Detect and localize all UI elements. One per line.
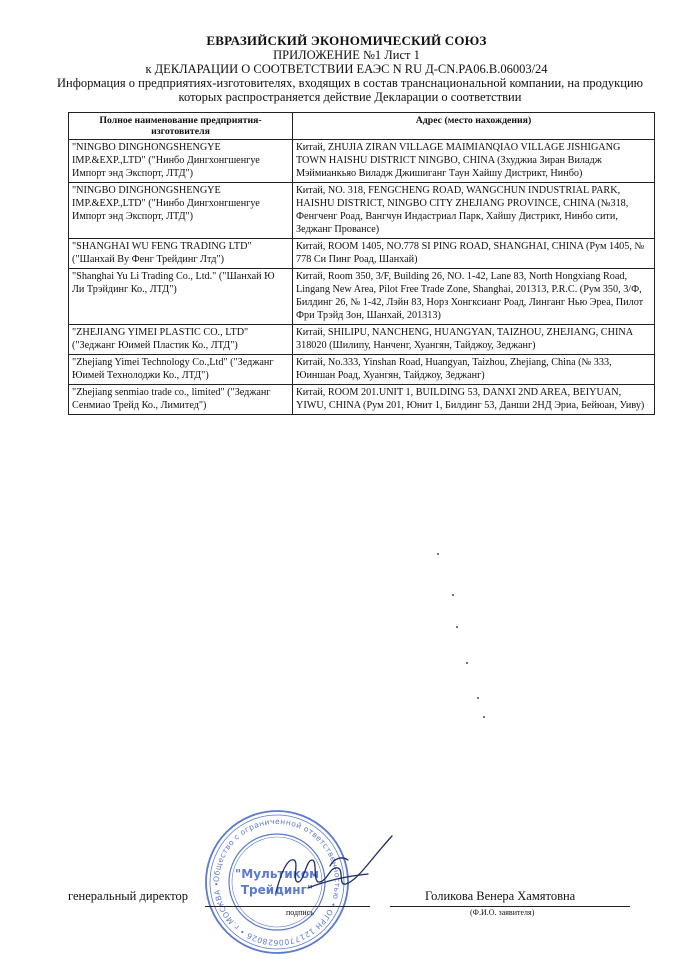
table-row (69, 325, 655, 355)
manufacturer-name: "Zhejiang senmiao trade co., limited" ("Зеджанг Сенмиао Трейд Ко., Лимитед") (69, 385, 293, 415)
signatory-position: генеральный директор (68, 889, 189, 903)
manufacturer-address: Китай, ROOM 1405, NO.778 SI PING ROAD, SHANGHAI, CHINA (Рум 1405, № 778 Си Пинг Роад, Шанхай) (293, 239, 655, 269)
name-line (390, 906, 630, 907)
column-header-address: Адрес (место нахождения) (293, 113, 655, 140)
manufacturer-name: "Zhejiang Yimei Technology Co.,Ltd" ("Зеджанг Юимей Технолоджи Ко., ЛТД") (69, 355, 293, 385)
signature-line (205, 906, 370, 907)
manufacturer-address: Китай, Room 350, 3/F, Building 26, NO. 1-42, Lane 83, North Hongxiang Road, Lingang New Area, Pilot Free Trade Zone, Shanghai, 201313, P.R.C. (Рум 350, 3/Ф, Билдинг 26, № 1-42, Лэйн 83, Норз Хонгксианг Роад, Линганг Нью Эреа, Пилот Фри Трэйд Зон, Шанхай, 201313) (293, 269, 655, 325)
manufacturers-table (68, 112, 655, 415)
manufacturer-name: "SHANGHAI WU FENG TRADING LTD" ("Шанхай Ву Фенг Трейдинг Лтд") (69, 239, 293, 269)
union-title: ЕВРАЗИЙСКИЙ ЭКОНОМИЧЕСКИЙ СОЮЗ (206, 33, 487, 48)
appendix-title: ПРИЛОЖЕНИЕ №1 Лист 1 (273, 48, 420, 62)
manufacturer-name: "NINGBO DINGHONGSHENGYE IMP.&EXP.,LTD" ("Нинбо Дингхонгшенгуе Импорт энд Экспорт, ЛТД") (69, 183, 293, 239)
manufacturer-address: Китай, ROOM 201.UNIT 1, BUILDING 53, DANXI 2ND AREA, BEIYUAN, YIWU, CHINA (Рум 201, Юнит 1, Билдинг 53, Данши 2НД Эриа, Бейюан, Уиву) (293, 385, 655, 415)
manufacturer-name: "NINGBO DINGHONGSHENGYE IMP.&EXP.,LTD" ("Нинбо Дингхонгшенгуе Импорт энд Экспорт, ЛТД") (69, 140, 293, 183)
manufacturer-name: "Shanghai Yu Li Trading Co., Ltd." ("Шанхай Ю Ли Трэйдинг Ко., ЛТД") (69, 269, 293, 325)
name-caption: (Ф.И.О. заявителя) (470, 908, 535, 917)
manufacturer-address: Китай, No.333, Yinshan Road, Huangyan, Taizhou, Zhejiang, China (№ 333, Юиншан Роад, Хуангян, Тайджоу, Зеджанг) (293, 355, 655, 385)
declaration-number: к ДЕКЛАРАЦИИ О СООТВЕТСТВИИ ЕАЭС N RU Д-CN.PA06.B.06003/24 (145, 62, 548, 76)
table-row (69, 355, 655, 385)
svg-text:Трейдинг": Трейдинг" (240, 883, 314, 897)
table-row (69, 183, 655, 239)
table-row (69, 140, 655, 183)
manufacturer-address: Китай, SHILIPU, NANCHENG, HUANGYAN, TAIZHOU, ZHEJIANG, CHINA 318020 (Шилипу, Нанченг, Хуангян, Тайджоу, Зеджанг) (293, 325, 655, 355)
manufacturer-address: Китай, NO. 318, FENGCHENG ROAD, WANGCHUN INDUSTRIAL PARK, HAISHU DISTRICT, NINGBO CITY ZHEJIANG PROVINCE, CHINA (№318, Фенгченг Роад, Вангчун Индастриал Парк, Хайшу Дистрикт, Нинбо сити, Зеджанг Провансе) (293, 183, 655, 239)
svg-text:"Мультиком: "Мультиком (235, 867, 319, 881)
manufacturer-address: Китай, ZHUJIA ZIRAN VILLAGE MAIMIANQIAO VILLAGE JISHIGANG TOWN HAISHU DISTRICT NINGBO, CHINA (Зхуджиа Зиран Виладж Мэймианкьяо Виладж Джишиганг Таун Хайшу Дистрикт, Нинбо) (293, 140, 655, 183)
column-header-name: Полное наименование предприятия-изготовителя (69, 113, 293, 140)
handwritten-signature (268, 830, 398, 910)
table-row (69, 269, 655, 325)
info-heading: Информация о предприятиях-изготовителях, входящих в состав транснациональной компании, на продукцию которых распространяется действие Декларации о соответствии (57, 76, 643, 104)
table-row (69, 385, 655, 415)
signature-caption: подпись (286, 908, 314, 917)
manufacturer-name: "ZHEJIANG YIMEI PLASTIC CO., LTD" ("Зеджанг Юимей Пластик Ко., ЛТД") (69, 325, 293, 355)
signatory-name: Голикова Венера Хамятовна (425, 889, 576, 903)
table-header-row (69, 113, 655, 140)
svg-text:Общество с ограниченной ответс: Общество с ограниченной ответственностью • ОГРН 1217700628026 • г.МОСКВА • (211, 816, 343, 948)
table-row (69, 239, 655, 269)
